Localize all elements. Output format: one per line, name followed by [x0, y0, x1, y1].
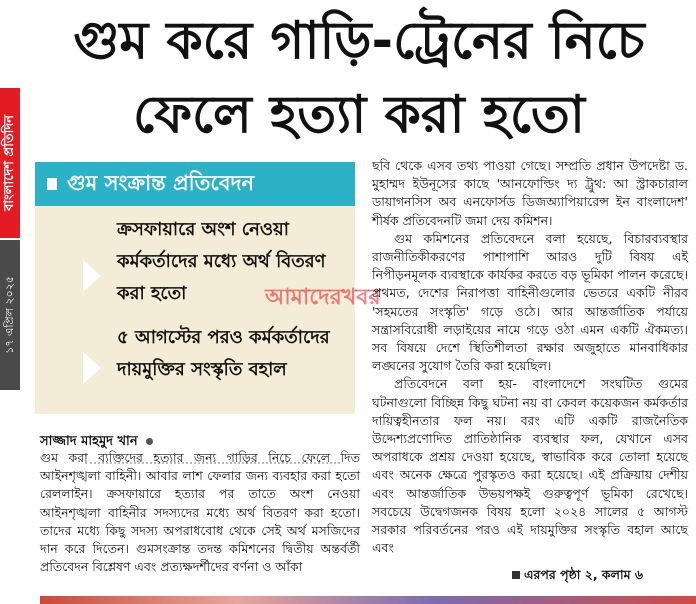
continued-note	[512, 567, 643, 587]
box-point-1-text: ক্রসফায়ারে অংশ নেওয়া কর্মকর্তাদের মধ্যে অর্থ বিতরণ করা হতো	[117, 219, 326, 304]
square-bullet-icon	[47, 178, 57, 190]
date-text: ১৭ এপ্রিল ২০২৫	[2, 276, 16, 354]
box-header	[35, 162, 355, 206]
continued-text: এরপর পৃষ্ঠা ২, কলাম ৬	[524, 567, 644, 582]
headline	[22, 4, 696, 152]
headline-line-1: গুম করে গাড়ি-ট্রেনের নিচে	[73, 11, 645, 71]
article-body-right	[372, 157, 688, 557]
masthead-text: বাংলাদেশ প্রতিদিন	[1, 115, 17, 211]
dot-icon	[146, 438, 153, 445]
headline-line-2: ফেলে হত্যা করা হতো	[133, 85, 585, 145]
paragraph-1: ছবি থেকে এসব তথ্য পাওয়া গেছে। সম্প্রতি প্রধান উপদেষ্টা ড. মুহাম্মদ ইউনূসের কাছে 'আনফোল্ডিং দ্য ট্রুথ: আ স্ট্রাকচারাল ডায়াগনসিস অব এনফোর্সড ডিজঅ্যাপিয়ারেন্স ইন বাংলাদেশ' শীর্ষক প্রতিবেদনটি জমা দেয় কমিশন।	[372, 158, 688, 228]
article-body-left: গুম করা ব্যক্তিদের হত্যার জন্য গাড়ির নিচে ফেলে দিত আইনশৃঙ্খলা বাহিনী। আবার লাশ ফেলার জন্য ব্যবহার করা হতো রেললাইন। ক্রসফায়ারে হত্যার পর তাতে অংশ নেওয়া আইনশৃঙ্খলা বাহিনীর সদস্যদের মধ্যে অর্থ বিতরণ করা হতো। তাদের মধ্যে কিছু সদস্য অপরাধবোধ থেকে সেই অর্থ মসজিদের দান করে দিতেন। গুমসংক্রান্ত তদন্ত কমিশনের দ্বিতীয় অন্তর্বর্তী প্রতিবেদন বিশ্লেষণ এবং প্রত্যক্ষদর্শীদের বর্ণনা ও আঁকা	[40, 450, 360, 575]
date-strip	[0, 240, 20, 390]
box-title: গুম সংক্রান্ত প্রতিবেদন	[67, 170, 255, 195]
watermark: আমাদেরখবর	[265, 285, 381, 310]
arrow-right-icon	[83, 352, 101, 384]
author-name: সাজ্জাদ মাহমুদ খান	[40, 434, 138, 449]
square-bullet-icon	[512, 571, 520, 579]
paragraph-2: গুম কমিশনের প্রতিবেদনে বলা হয়েছে, বিচারব্যবস্থার রাজনীতিকীকরণের পাশাপাশি আরও দুটি বিষয় এই নিপীড়নমূলক ব্যবস্থাকে কার্যকর করতে বড় ভূমিকা পালন করেছে। প্রথমত, দেশের নিরাপত্তা বাহিনীগুলোর ভেতরে একটি নীরব 'সহমতের সংস্কৃতি' গড়ে ওঠে। আর আন্তর্জাতিক পর্যায়ে সন্ত্রাসবিরোধী লড়াইয়ের নামে গড়ে ওঠা এমন একটি ঐকমত্য। সব বিষয়ে দেশে স্থিতিশীলতা রক্ষার অজুহাতে মানবাধিকার লঙ্ঘনের সুযোগ তৈরি করা হয়েছিল।	[372, 230, 688, 374]
arrow-right-icon	[83, 260, 101, 292]
bottom-image-strip	[40, 596, 696, 604]
paragraph-3: প্রতিবেদনে বলা হয়- বাংলাদেশে সংঘটিত গুমের ঘটনাগুলো বিচ্ছিন্ন কিছু ঘটনা নয় বা কেবল কয়েকজন কর্মকর্তার দায়িত্বহীনতার ফল নয়। বরং এটি একটি রাজনৈতিক উদ্দেশ্যপ্রণোদিত প্রাতিষ্ঠানিক ব্যবস্থার ফল, যেখানে এসব অপরাধকে প্রশ্রয় দেওয়া হয়েছে, স্বাভাবিক করে তোলা হয়েছে এবং অনেক ক্ষেত্রে পুরস্কৃতও করা হয়েছে। এই প্রক্রিয়ায় দেশীয় এবং আন্তর্জাতিক উভয়পক্ষই গুরুত্বপূর্ণ ভূমিকা রেখেছে। সবচেয়ে উদ্বেগজনক বিষয় হলো ২০২৪ সালের ৫ আগস্ট সরকার পরিবর্তনের পরও এই দায়মুক্তির সংস্কৃতি বহাল আছে এবং	[372, 376, 688, 556]
sidebar	[0, 0, 20, 604]
box-point-2-text: ৫ আগস্টের পরও কর্মকর্তাদের দায়মুক্তির সংস্কৃতি বহাল	[117, 327, 330, 380]
masthead-logo	[0, 88, 20, 238]
